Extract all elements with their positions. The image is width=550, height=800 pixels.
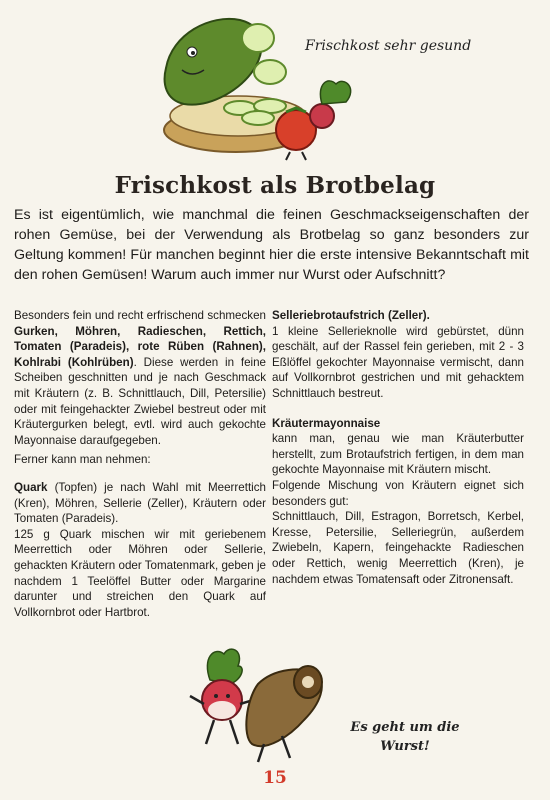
intro-paragraph: Es ist eigentümlich, wie manchmal die feinen Geschmackseigenschaften der rohen Gemüse, bei der Verwendung als Brotbelag so ganz besonders zur Geltung kommen! Für manchen beginnt hier die erste intensive Bekanntschaft mit den rohen Gemüsen! Warum auch immer nur Wurst oder Aufschnitt?	[14, 207, 529, 283]
radish-leaves	[320, 81, 350, 104]
page-title: Frischkost als Brotbelag	[114, 172, 436, 199]
cucumber-slice	[242, 111, 274, 125]
herb-mix-intro: Folgende Mischung von Kräutern eignet sich besonders gut:	[272, 478, 524, 508]
cucumber-slice	[254, 60, 286, 84]
vegetable-bread-illustration	[158, 12, 368, 162]
herb-mix-list: Schnittlauch, Dill, Estragon, Borretsch, Kerbel, Kresse, Petersilie, Selleriegrün, außerdem Zwiebeln, Kapern, feingehackte Radieschen oder Rettich, wenig Meerrettich (Kren), je nachdem etwas Tomatensaft oder Zitronensaft.	[272, 510, 524, 586]
celery-spread-text: 1 kleine Sellerieknolle wird gebürstet, dünn geschält, auf der Rassel fein gerieben, mit 2 - 3 Eßlöffel gekochter Mayonnaise vermischt, dann auf Vollkornbrot gestrichen und mit gehacktem Schnittlauch bestreut.	[272, 324, 524, 400]
quark-heading: Quark	[14, 480, 48, 494]
radish-sausage-illustration	[180, 640, 340, 770]
radish-leaves	[207, 649, 242, 684]
quark-paragraph: Quark (Topfen) je nach Wahl mit Meerrettich (Kren), Möhren, Sellerie (Zeller), Kräutern oder Tomaten (Paradeis).	[14, 480, 266, 526]
further-options: Ferner kann man nehmen:	[14, 453, 151, 467]
left-column	[14, 308, 266, 620]
herb-mayonnaise-heading: Kräutermayonnaise	[272, 416, 381, 430]
vegetables-paragraph: Besonders fein und recht erfrischend schmecken Gurken, Möhren, Radieschen, Rettich, Tomaten (Paradeis), rote Rüben (Rahnen), Kohlrabi (Kohlrüben). Diese werden in feine Scheiben geschnitten und je nach Geschmack mit Kräutern (z. B. Schnittlauch, Dill, Petersilie) oder mit feingehackter Zwiebel bestreut oder mit Kräutergurken belegt, evtl. wird auch gekochte Mayonnaise daraufgegeben.	[14, 309, 266, 447]
cucumber-slice	[242, 24, 274, 52]
radish	[310, 104, 334, 128]
quark-recipe: 125 g Quark mischen wir mit geriebenem Meerrettich oder Möhren oder Sellerie, gehackten Kräutern oder Tomatenmark, geben je nachdem 1 Teelöffel Butter oder Margarine darunter und streichen den Quark auf Vollkornbrot oder Hartbrot.	[14, 527, 266, 619]
bottom-caption: Es geht um die Wurst!	[350, 720, 460, 754]
top-caption: Frischkost sehr gesund	[305, 38, 472, 54]
right-column	[272, 308, 524, 587]
herb-mayonnaise-text: kann man, genau wie man Kräuterbutter herstellt, zum Brotaufstrich fertigen, in dem man gekochte Mayonnaise mit Kräutern mischt.	[272, 432, 524, 477]
celery-spread-heading: Selleriebrotaufstrich (Zeller).	[272, 309, 430, 322]
vegetable-list: Gurken, Möhren, Radieschen, Rettich, Tomaten (Paradeis), rote Rüben (Rahnen), Kohlrabi (Kohlrüben)	[14, 324, 266, 369]
page-number: 15	[263, 768, 287, 788]
